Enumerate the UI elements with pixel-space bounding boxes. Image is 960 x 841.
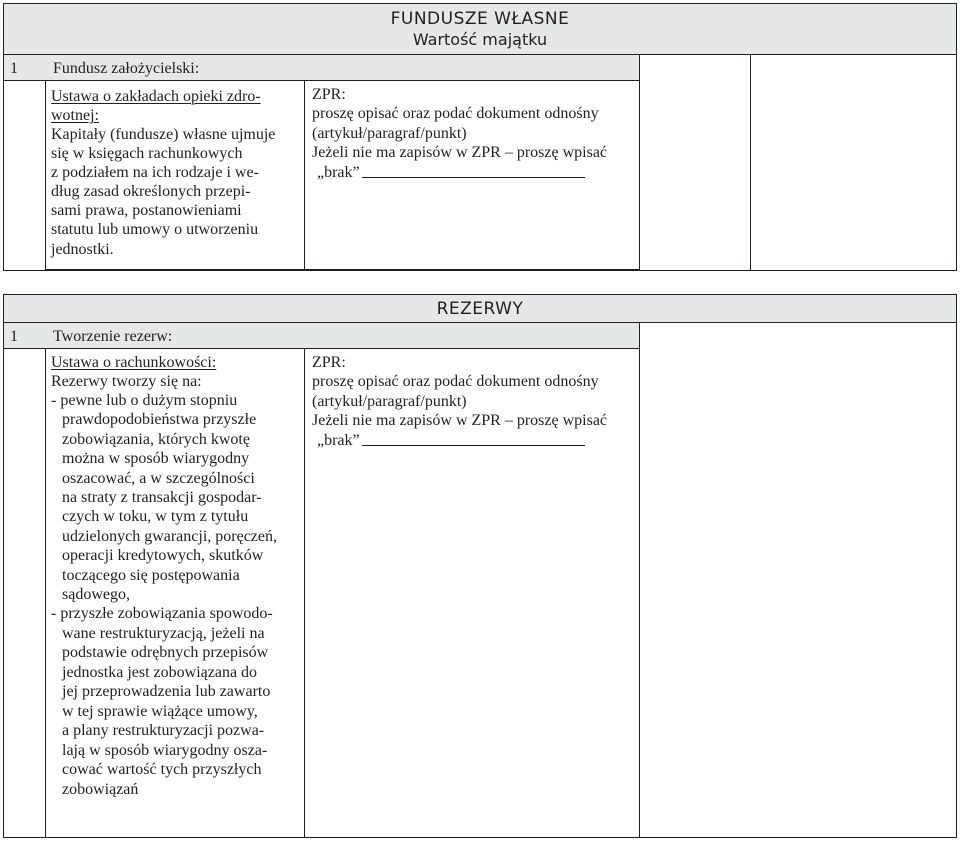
- section1-law-line: Kapitały (fundusze) własne ujmuje: [51, 126, 276, 143]
- section1-zpr-line1: proszę opisać oraz podać dokument odnośny: [312, 105, 599, 122]
- section2-zpr-line2: (artykuł/paragraf/punkt): [312, 393, 467, 410]
- section2-law-line: zobowiązania, których kwotę: [62, 431, 250, 448]
- section2-law-title: Ustawa o rachunkowości:: [51, 354, 217, 371]
- section2-law-line: udzielonych gwarancji, poręczeń,: [62, 528, 278, 545]
- section2-law-line: jej przeprowadzenia lub zawarto: [62, 683, 271, 700]
- section2-law-line: można w sposób wiarygodny: [62, 450, 250, 467]
- section1-empty-column-2: [750, 54, 957, 271]
- section1-law-line: z podziałem na ich rodzaje i we-: [51, 164, 259, 181]
- section1-zpr-label: ZPR:: [312, 86, 346, 103]
- section1-zpr-line3: Jeżeli nie ma zapisów w ZPR – proszę wpisać: [312, 144, 608, 161]
- section2-zpr-line1: proszę opisać oraz podać dokument odnośny: [312, 373, 599, 390]
- section2-law-line: zobowiązań: [62, 781, 139, 798]
- section1-law-title-line2: wotnej:: [51, 107, 99, 124]
- section2-zpr-label: ZPR:: [312, 354, 346, 371]
- section2-law-line: Rezerwy tworzy się na:: [51, 373, 202, 390]
- section2-law-line: cować wartość tych przyszłych: [62, 761, 262, 778]
- section1-zpr-brak: „brak”: [317, 164, 360, 181]
- section1-law-title-line1: Ustawa o zakładach opieki zdro-: [51, 88, 261, 105]
- section2-zpr-answer-line[interactable]: [362, 445, 585, 446]
- section1-row-label: Fundusz założycielski:: [53, 60, 200, 77]
- section1-law-line: dług zasad określonych przepi-: [51, 183, 251, 200]
- section2-law-line: - pewne lub o dużym stopniu: [51, 392, 238, 409]
- section2-law-line: jednostka jest zobowiązana do: [62, 664, 258, 681]
- section2-law-line: sądowego,: [62, 586, 130, 603]
- section2-zpr-brak: „brak”: [317, 432, 360, 449]
- section2-header-title: REZERWY: [436, 299, 524, 319]
- section1-zpr-answer-line[interactable]: [362, 177, 585, 178]
- section2-law-line: operacji kredytowych, skutków: [62, 547, 264, 564]
- section2-law-line: czych w toku, w tym z tytułu: [62, 508, 249, 525]
- section1-header-title: FUNDUSZE WŁASNE: [390, 9, 570, 29]
- section1-header-subtitle: Wartość majątku: [412, 30, 548, 49]
- section2-row-number: 1: [10, 328, 18, 345]
- section2-law-line: toczącego się postępowania: [62, 567, 240, 584]
- section1-row-number: 1: [10, 60, 18, 77]
- section2-law-line: - przyszłe zobowiązania spowodo-: [51, 605, 273, 622]
- section2-empty-column: [639, 322, 957, 838]
- section2-law-line: w tej sprawie wiążące umowy,: [62, 703, 258, 720]
- section2-law-line: podstawie odrębnych przepisów: [62, 644, 269, 661]
- section2-law-line: na straty z transakcji gospodar-: [62, 489, 262, 506]
- section1-zpr-line2: (artykuł/paragraf/punkt): [312, 125, 467, 142]
- section2-law-line: lają w sposób wiarygodny osza-: [62, 742, 268, 759]
- section1-empty-column-1: [639, 54, 751, 271]
- section2-law-line: oszacować, a w szczególności: [62, 470, 255, 487]
- section1-law-line: się w księgach rachunkowych: [51, 145, 243, 162]
- section1-law-line: statutu lub umowy o utworzeniu: [51, 221, 259, 238]
- section2-zpr-line3: Jeżeli nie ma zapisów w ZPR – proszę wpisać: [312, 412, 608, 429]
- section2-law-line: a plany restrukturyzacji pozwa-: [62, 722, 265, 739]
- section2-law-line: wane restrukturyzacją, jeżeli na: [62, 625, 265, 642]
- section2-row-label: Tworzenie rezerw:: [53, 328, 173, 345]
- section2-law-line: prawdopodobieństwa przyszłe: [62, 411, 257, 428]
- section1-law-line: sami prawa, postanowieniami: [51, 202, 242, 219]
- section1-law-line: jednostki.: [51, 241, 114, 258]
